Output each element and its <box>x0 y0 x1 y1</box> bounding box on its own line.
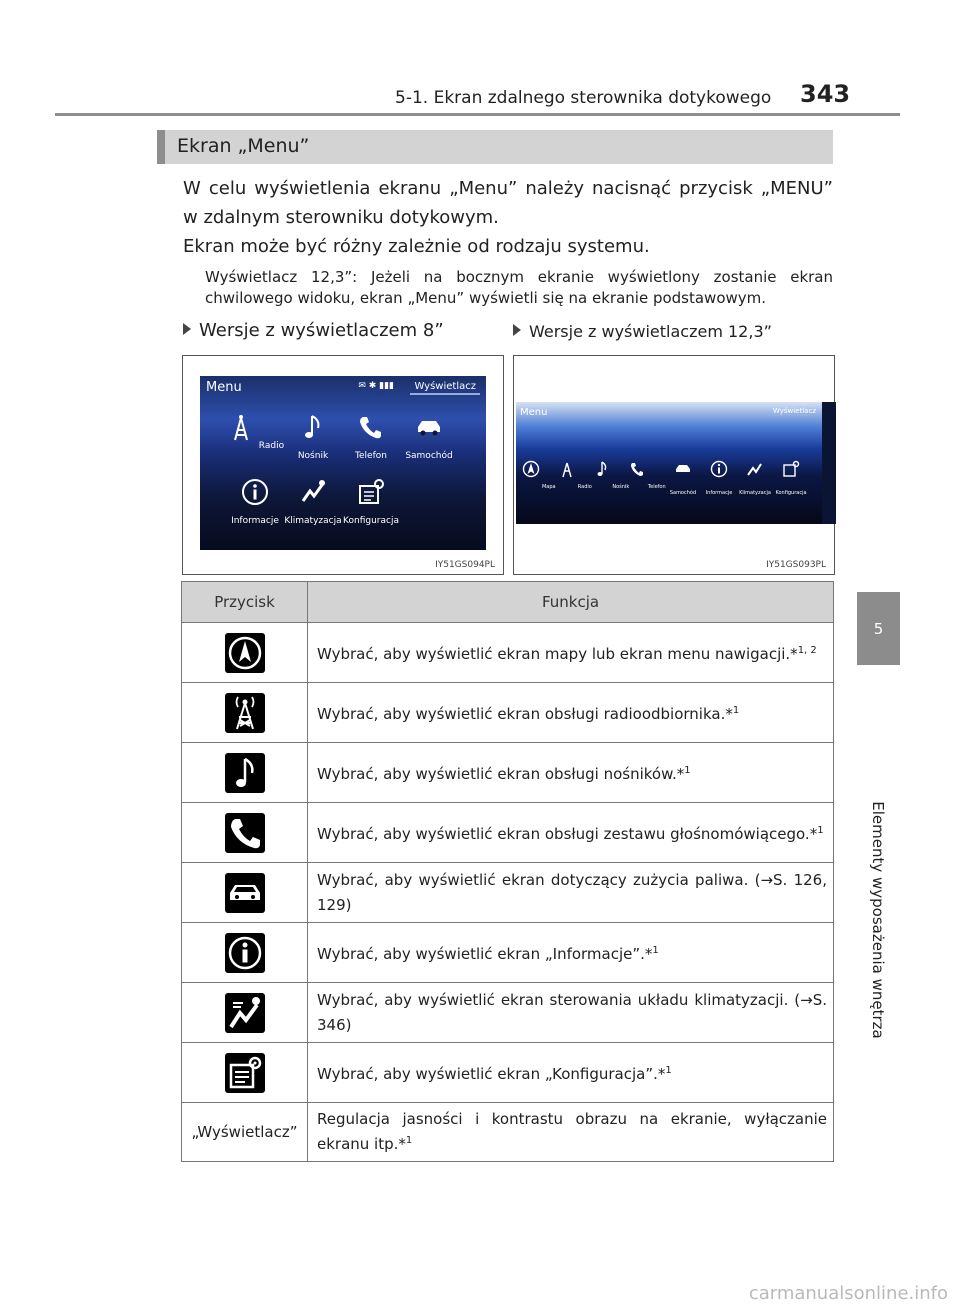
settings-icon <box>356 477 386 507</box>
phone-icon <box>225 813 265 853</box>
table-row <box>182 1043 834 1103</box>
header-function: Funkcja <box>308 582 834 623</box>
car-icon <box>674 460 692 478</box>
section-title: Ekran „Menu” <box>177 135 310 157</box>
settings-icon <box>225 1053 265 1093</box>
table-row <box>182 803 834 863</box>
intro-paragraph: W celu wyświetlenia ekranu „Menu” należy nacisnąć przycisk „MENU” w zdalnym sterowniku dotykowym. <box>183 178 833 228</box>
running-header-title: 5-1. Ekran zdalnego sterownika dotykowego <box>395 88 772 108</box>
row-text: Wybrać, aby wyświetlić ekran obsługi radioodbiornika.*$^1$ <box>308 683 834 743</box>
car-icon <box>414 412 444 442</box>
menu-item-media[interactable]: Nośnik <box>283 412 343 461</box>
radio-tower-icon <box>558 460 576 478</box>
display-button[interactable]: Wyświetlacz <box>410 380 480 395</box>
menu12-item-settings[interactable]: Konfiguracja <box>772 460 810 496</box>
settings-icon <box>782 460 800 478</box>
screenshot-12-inch <box>513 355 835 575</box>
row-text: Wybrać, aby wyświetlić ekran dotyczący zużycia paliwa. (→S. 126, 129) <box>308 863 834 923</box>
info-icon <box>710 460 728 478</box>
table-row <box>182 983 834 1043</box>
climate-icon <box>225 993 265 1033</box>
music-note-icon <box>225 753 265 793</box>
radio-tower-icon <box>225 693 265 733</box>
display-note: Wyświetlacz 12,3”: Jeżeli na bocznym ekranie wyświetlony zostanie ekran chwilowego widoku, ekran „Menu” wyświetli się na ekranie podstawowym. <box>205 268 833 307</box>
navigation-icon <box>225 633 265 673</box>
menu-item-climate[interactable]: Klimatyzacja <box>283 477 343 526</box>
chapter-number: 5 <box>873 619 884 638</box>
menu12-item-climate[interactable]: Klimatyzacja <box>736 460 774 496</box>
menu-item-radio[interactable]: Radio <box>225 412 285 451</box>
row-text: Wybrać, aby wyświetlić ekran obsługi nośników.*$^1$ <box>308 743 834 803</box>
car-icon <box>225 873 265 913</box>
climate-icon <box>746 460 764 478</box>
function-table <box>181 581 834 1162</box>
page-number: 343 <box>800 80 851 108</box>
table-row <box>182 923 834 983</box>
menu-item-settings[interactable]: Konfiguracja <box>341 477 401 526</box>
table-row <box>182 623 834 683</box>
table-header-row <box>182 582 834 623</box>
chapter-tab <box>857 592 900 665</box>
display-button-12[interactable]: Wyświetlacz <box>772 407 816 415</box>
menu-screen-8 <box>200 376 486 550</box>
row-text: Wybrać, aby wyświetlić ekran mapy lub ekran menu nawigacji.*$^{1, 2}$ <box>308 623 834 683</box>
row-text: Wybrać, aby wyświetlić ekran obsługi zestawu głośnomówiącego.*$^1$ <box>308 803 834 863</box>
music-note-icon <box>298 412 328 442</box>
row-text: Wybrać, aby wyświetlić ekran sterowania układu klimatyzacji. (→S. 346) <box>308 983 834 1043</box>
section-heading-bar <box>157 130 833 164</box>
side-shortcut-bar <box>822 402 836 524</box>
row-text: Wybrać, aby wyświetlić ekran „Informacje”.*$^1$ <box>308 923 834 983</box>
row-text: Wybrać, aby wyświetlić ekran „Konfiguracja”.*$^1$ <box>308 1043 834 1103</box>
menu-screen-title-12: Menu <box>520 407 548 418</box>
info-icon <box>240 477 270 507</box>
row-text: Regulacja jasności i kontrastu obrazu na ekranie, wyłączanie ekranu itp.*$^1$ <box>308 1103 834 1162</box>
table-row <box>182 1103 834 1162</box>
menu12-item-radio[interactable]: Radio <box>556 460 594 490</box>
version-label-12: Wersje z wyświetlaczem 12,3” <box>513 322 772 341</box>
climate-icon <box>298 477 328 507</box>
menu-screen-title: Menu <box>206 380 242 395</box>
version-label-8: Wersje z wyświetlaczem 8” <box>183 320 444 341</box>
watermark: carmanualsonline.info <box>748 1283 948 1304</box>
figure-code-12: IY51GS093PL <box>766 560 826 570</box>
menu12-item-car[interactable]: Samochód <box>664 460 702 496</box>
menu-item-information[interactable]: Informacje <box>225 477 285 526</box>
menu12-item-phone[interactable]: Telefon <box>628 460 666 490</box>
table-row <box>182 863 834 923</box>
display-button-label: „Wyświetlacz” <box>182 1103 308 1162</box>
menu12-item-information[interactable]: Informacje <box>700 460 738 496</box>
figure-code-8: IY51GS094PL <box>435 560 495 570</box>
info-icon <box>225 933 265 973</box>
header-rule <box>55 113 900 116</box>
variant-paragraph: Ekran może być różny zależnie od rodzaju systemu. <box>183 236 650 257</box>
table-row <box>182 743 834 803</box>
phone-icon <box>356 412 386 442</box>
screenshot-8-inch <box>182 355 504 575</box>
radio-tower-icon <box>226 412 256 442</box>
navigation-icon <box>522 460 540 478</box>
status-icons: ✉ ✱ ▮▮▮ <box>358 381 394 391</box>
menu-screen-12 <box>516 402 836 524</box>
music-note-icon <box>593 460 611 478</box>
menu-item-car[interactable]: Samochód <box>399 412 459 461</box>
menu-item-phone[interactable]: Telefon <box>341 412 401 461</box>
menu12-item-map[interactable]: Mapa <box>520 460 558 490</box>
chapter-label: Elementy wyposażenia wnętrza <box>869 801 887 1039</box>
table-row <box>182 683 834 743</box>
menu12-item-media[interactable]: Nośnik <box>592 460 630 490</box>
phone-icon <box>628 460 646 478</box>
header-button: Przycisk <box>182 582 308 623</box>
